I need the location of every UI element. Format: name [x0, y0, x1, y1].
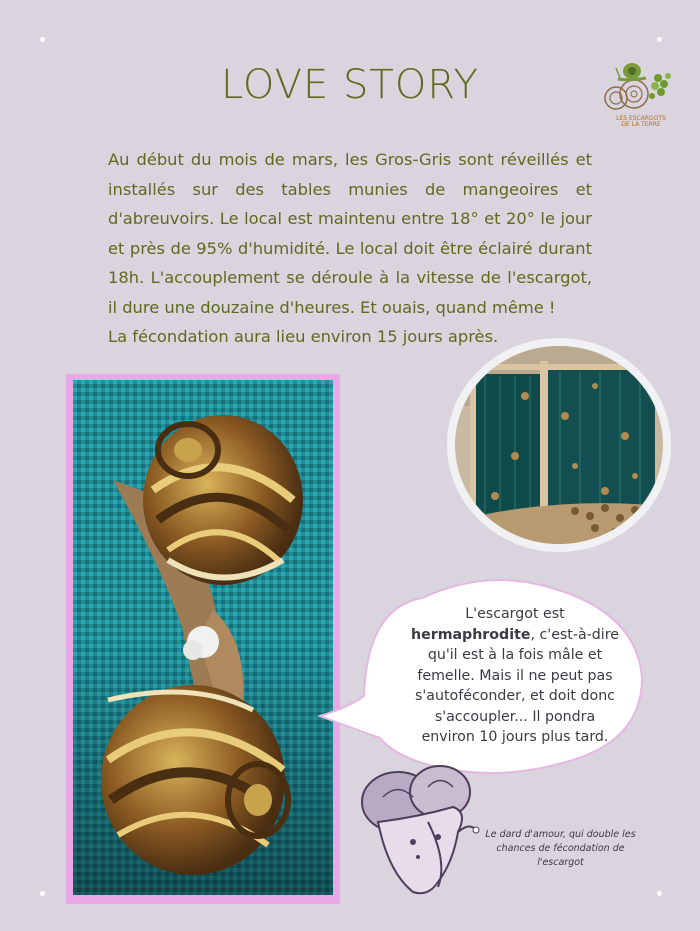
corner-dot [40, 37, 45, 42]
body-paragraph: La fécondation aura lieu environ 15 jours après. [108, 327, 499, 346]
corner-dot [657, 891, 662, 896]
logo-text: LES ESCARGOTS DE LA TERRE [616, 115, 666, 128]
body-paragraph: Au début du mois de mars, les Gros-Gris sont réveillés et installés sur des tables munies de mangeoires et d'abreuvoirs. Le local est maintenu entre 18° et 20° le jour et près de 95% d'humidité. Le local doit être éclairé durant 18h. L'accouplement se déroule à la vitesse de l'escargot, il dure une douzaine d'heures. Et ouais, quand même ! [108, 150, 592, 317]
snail-drawing [358, 752, 488, 902]
corner-dot [657, 37, 662, 42]
bubble-text-rest: , c'est-à-dire qu'il est à la fois mâle et femelle. Mais il ne peut pas s'autoféconder, et doit donc s'accoupler... Il pondra environ 10 jours plus tard. [415, 626, 620, 745]
body-text [108, 145, 592, 352]
snail-tables-photo [455, 346, 663, 544]
page-title: LOVE STORY [221, 62, 479, 108]
bubble-text-line: L'escargot est [465, 606, 565, 622]
bubble-text [410, 604, 620, 748]
corner-dot [40, 891, 45, 896]
snail-mating-photo [73, 380, 333, 895]
bubble-text-bold: hermaphrodite [410, 626, 531, 643]
dart-caption: Le dard d'amour, qui double les chances de fécondation de l'escargot [485, 829, 636, 868]
